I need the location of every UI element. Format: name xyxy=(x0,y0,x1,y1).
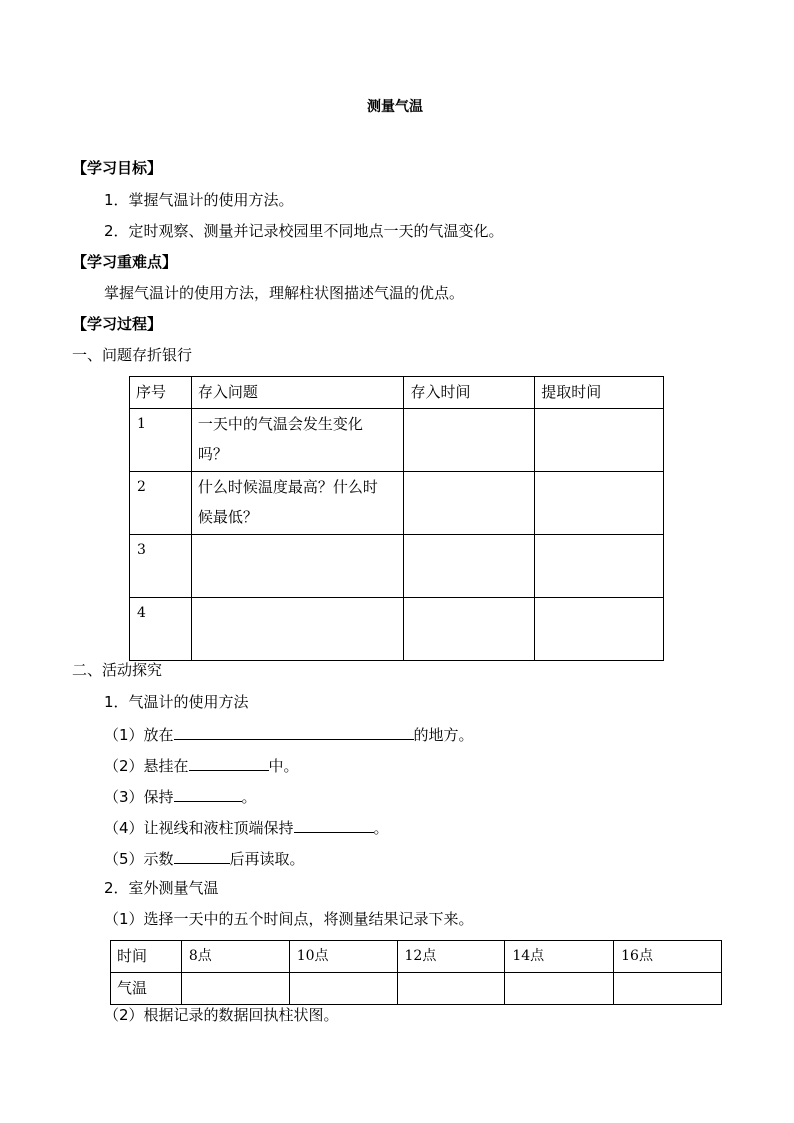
activity-two-heading: 2．室外测量气温 xyxy=(104,879,219,897)
temp-value-cell[interactable] xyxy=(289,973,397,1005)
goals-header: 【学习目标】 xyxy=(72,159,163,177)
activity-two-step-one: （1）选择一天中的五个时间点，将测量结果记录下来。 xyxy=(104,910,474,928)
part-two-heading: 二、活动探究 xyxy=(72,661,163,679)
time-label-cell: 时间 xyxy=(111,941,182,973)
row-number: 2 xyxy=(130,472,192,535)
table-row xyxy=(130,472,664,535)
deposit-time-cell xyxy=(404,598,535,661)
goal-item: 1．掌握气温计的使用方法。 xyxy=(104,191,294,209)
answer-blank[interactable] xyxy=(174,785,242,802)
temp-value-cell[interactable] xyxy=(181,973,289,1005)
question-cell xyxy=(191,535,404,598)
temp-label-cell: 气温 xyxy=(111,973,182,1005)
table-row xyxy=(130,598,664,661)
fill-item-suffix: 。 xyxy=(241,788,257,806)
table-row xyxy=(130,535,664,598)
time-row xyxy=(111,941,722,973)
goal-item: 2．定时观察、测量并记录校园里不同地点一天的气温变化。 xyxy=(104,222,504,240)
temp-value-cell[interactable] xyxy=(397,973,505,1005)
deposit-time-cell xyxy=(404,535,535,598)
deposit-time-cell xyxy=(404,409,535,472)
key-points-text: 掌握气温计的使用方法，理解柱状图描述气温的优点。 xyxy=(104,284,465,302)
table-row xyxy=(130,409,664,472)
time-cell: 14点 xyxy=(505,941,614,973)
fill-item-prefix: （2）悬挂在 xyxy=(104,757,189,775)
answer-blank[interactable] xyxy=(174,847,230,864)
header-cell: 存入问题 xyxy=(191,377,404,409)
fill-item-suffix: 的地方。 xyxy=(413,726,474,744)
fill-item xyxy=(104,785,257,807)
activity-one-heading: 1．气温计的使用方法 xyxy=(104,693,249,711)
question-cell xyxy=(191,472,404,535)
time-cell: 16点 xyxy=(614,941,722,973)
fill-item-prefix: （1）放在 xyxy=(104,726,174,744)
question-bank-table xyxy=(129,376,664,661)
answer-blank[interactable] xyxy=(174,723,414,740)
question-cell xyxy=(191,409,404,472)
answer-blank[interactable] xyxy=(189,754,269,771)
key-points-header: 【学习重难点】 xyxy=(72,253,178,271)
question-line: 候最低？ xyxy=(197,508,258,526)
fill-item-suffix: 。 xyxy=(373,819,389,837)
temp-value-cell[interactable] xyxy=(614,973,722,1005)
withdraw-time-cell xyxy=(535,535,664,598)
header-cell: 存入时间 xyxy=(404,377,535,409)
process-header: 【学习过程】 xyxy=(72,315,163,333)
fill-item xyxy=(104,723,474,745)
fill-item-prefix: （5）示数 xyxy=(104,850,174,868)
question-line: 一天中的气温会发生变化 xyxy=(197,415,363,433)
time-cell: 12点 xyxy=(397,941,505,973)
withdraw-time-cell xyxy=(535,598,664,661)
deposit-time-cell xyxy=(404,472,535,535)
fill-item-prefix: （4）让视线和液柱顶端保持 xyxy=(104,819,294,837)
withdraw-time-cell xyxy=(535,409,664,472)
time-cell: 8点 xyxy=(181,941,289,973)
fill-item xyxy=(104,754,299,776)
page-title: 测量气温 xyxy=(367,99,423,115)
time-cell: 10点 xyxy=(289,941,397,973)
part-one-heading: 一、问题存折银行 xyxy=(72,346,193,364)
fill-item-prefix: （3）保持 xyxy=(104,788,174,806)
row-number: 3 xyxy=(130,535,192,598)
header-cell: 提取时间 xyxy=(535,377,664,409)
row-number: 4 xyxy=(130,598,192,661)
question-line: 吗？ xyxy=(197,445,228,463)
question-line: 什么时候温度最高？什么时 xyxy=(197,478,378,496)
fill-item xyxy=(104,847,305,869)
activity-two-step-two: （2）根据记录的数据回执柱状图。 xyxy=(104,1006,339,1024)
fill-item xyxy=(104,816,389,838)
fill-item-suffix: 后再读取。 xyxy=(229,850,305,868)
temperature-row xyxy=(111,973,722,1005)
header-cell: 序号 xyxy=(130,377,192,409)
withdraw-time-cell xyxy=(535,472,664,535)
temperature-table xyxy=(110,940,722,1005)
answer-blank[interactable] xyxy=(294,816,374,833)
row-number: 1 xyxy=(130,409,192,472)
temp-value-cell[interactable] xyxy=(505,973,614,1005)
question-cell xyxy=(191,598,404,661)
fill-item-suffix: 中。 xyxy=(268,757,299,775)
